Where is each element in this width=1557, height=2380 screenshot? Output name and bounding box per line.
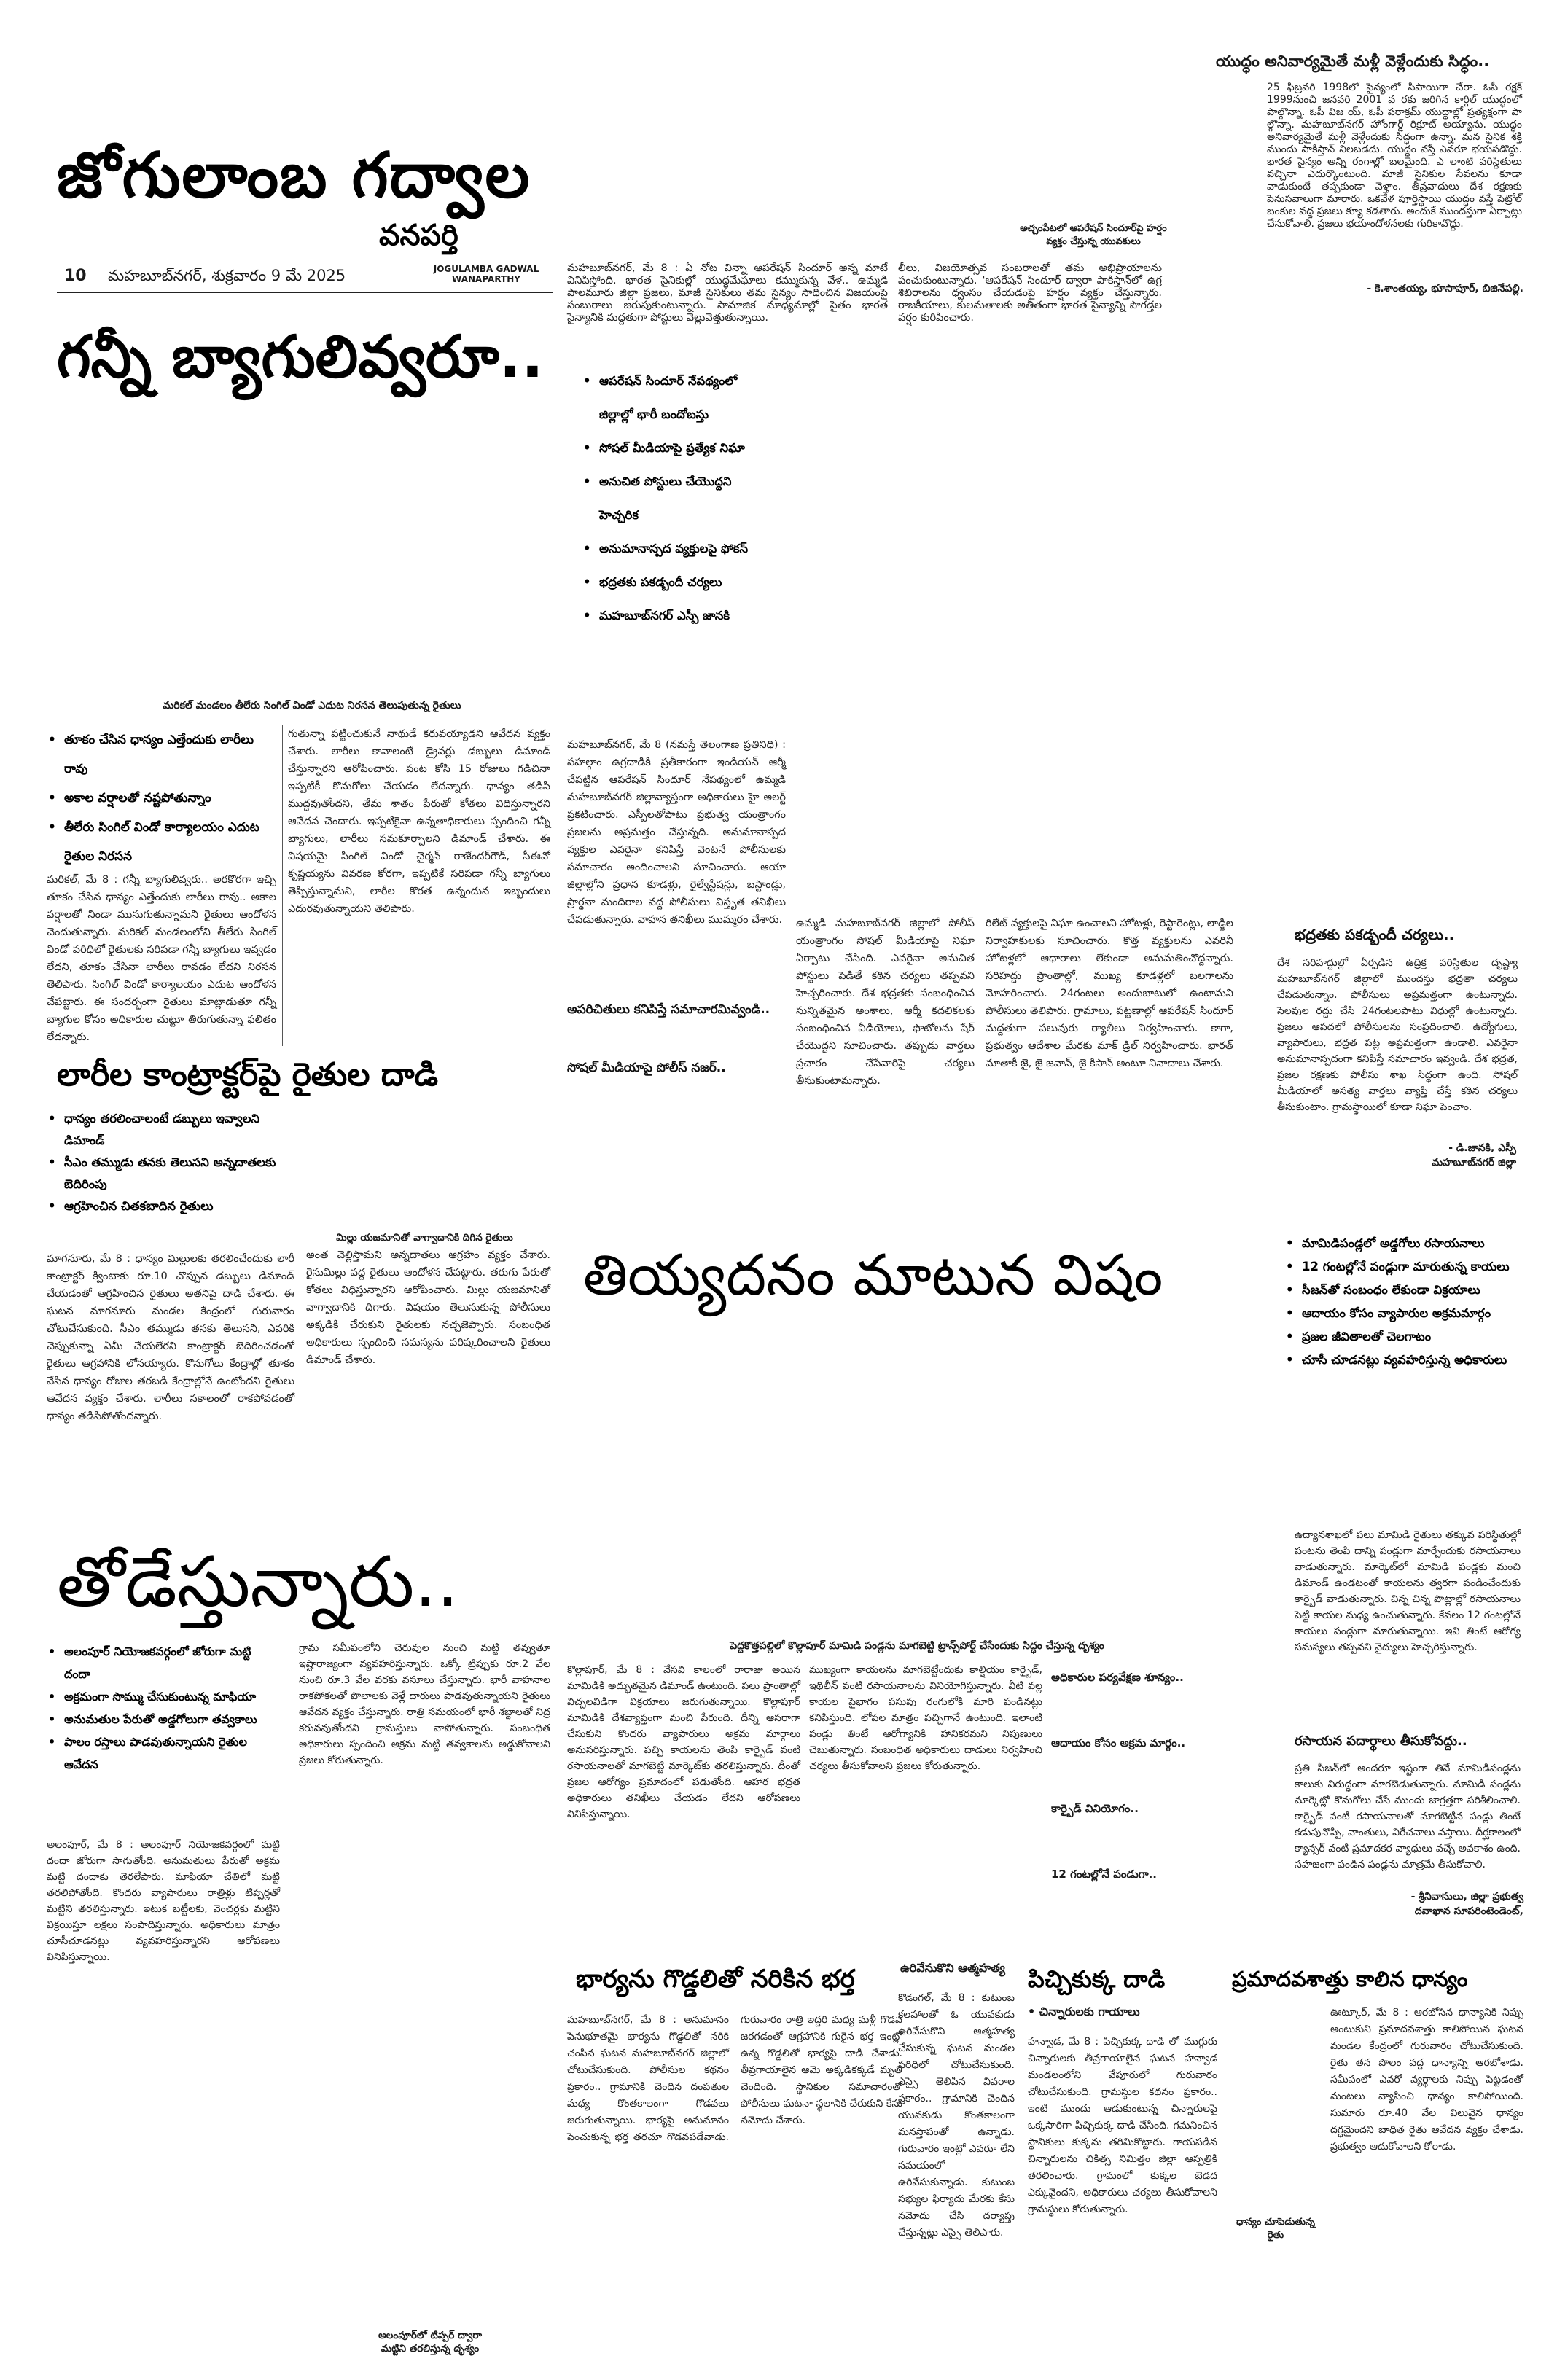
lorry-bullet: • ఆగ్రహించిన చితకబాదిన రైతులు bbox=[45, 1195, 293, 1217]
operation-subhead-2: సోషల్ మీడియాపై పోలీస్ నజర్.. bbox=[567, 1061, 726, 1075]
husband-body: మహబూబ్‌నగర్, మే 8 : అనుమానం పెనుభూతమై భార్యను గొడ్డలితో నరికి చంపిన ఘటన మహబూబ్‌నగర్ జిల్లాలో చోటుచేసుకుంది. పోలీసుల కథనం ప్రకారం.. గ్రామానికి చెందిన దంపతుల మధ్య కొంతకాలంగా గొడవలు జరుగుతున్నాయి. భార్యపై అనుమానం పెంచుకున్న భర్త తరచూ గొడవపడేవాడు. గురువారం రాత్రి ఇద్దరి మధ్య మళ్లీ గొడవ జరగడంతో ఆగ్రహానికి గురైన భర్త ఇంట్లో ఉన్న గొడ్డలితో భార్యపై దాడి చేశాడు. తీవ్రగాయాలైన ఆమె అక్కడికక్కడే మృతి చెందింది. స్థానికుల సమాచారంతో పోలీసులు ఘటనా స్థలానికి చేరుకుని కేసు నమోదు చేశారు. bbox=[567, 2014, 902, 2143]
lorry-body-a: మాగనూరు, మే 8 : ధాన్యం మిల్లులకు తరలించేందుకు లారీ కాంట్రాక్టర్ క్వింటాకు రూ.10 చొప్పున డబ్బులు డిమాండ్ చేయడంతో ఆగ్రహించిన రైతులు అతనిపై దాడి చేశారు. ఈ ఘటన మాగనూరు మండల కేంద్రంలో గురువారం చోటుచేసుకుంది. సీఎం తమ్ముడు తనకు తెలుసని, ఎవరికి చెప్పుకున్నా ఏమీ చేయలేరని కాంట్రాక్టర్ బెదిరించడంతో రైతులు ఆగ్రహానికి లోనయ్యారు. కొనుగోలు కేంద్రాల్లో తూకం వేసిన ధాన్యం రోజుల తరబడి కేంద్రాల్లోనే ఉంటోందని రైతులు ఆవేదన వ్యక్తం చేశారు. లారీలు సకాలంలో రాకపోవడంతో ధాన్యం తడిసిపోతోందన్నారు. bbox=[47, 1253, 294, 1422]
sand-headline: తోడేస్తున్నారు.. bbox=[57, 1541, 459, 1623]
dateline: మహబూబ్‌నగర్, శుక్రవారం 9 మే 2025 bbox=[108, 267, 346, 284]
operation-body-c: మహబూబ్‌నగర్, మే 8 (నమస్తే తెలంగాణ ప్రతినిధి) : పహల్గాం ఉగ్రదాడికి ప్రతీకారంగా ఇండియన్ ఆర్మీ చేపట్టిన ఆపరేషన్ సిందూర్ నేపథ్యంలో ఉమ్మడి మహబూబ్‌నగర్ జిల్లావ్యాప్తంగా అధికారులు హై అలర్ట్ ప్రకటించారు. ఎస్పీలతోపాటు ప్రభుత్వ యంత్రాంగం ప్రజలను అప్రమత్తం చేస్తున్నది. అనుమానాస్పద వ్యక్తుల ఎవరైనా కనిపిస్తే వెంటనే పోలీసులకు సమాచారం అందించాలని సూచించారు. ఆయా జిల్లాల్లోని ప్రధాన కూడళ్లు, రైల్వేస్టేషన్లు, బస్టాండ్లు, ప్రార్థనా మందిరాల వద్ద పోలీసులు విస్తృత తనిఖీలు చేపడుతున్నారు. వాహన తనిఖీలు ముమ్మరం చేశారు. bbox=[567, 739, 786, 926]
lorry-headline: లారీల కాంట్రాక్టర్‌పై రైతుల దాడి bbox=[57, 1056, 439, 1093]
sand-bullet: • అక్రమంగా సొమ్ము చేసుకుంటున్న మాఫియా bbox=[45, 1685, 278, 1708]
lorry-bullet: • సీఎం తమ్ముడు తనకు తెలుసని అన్నదాతలకు బెదిరింపు bbox=[45, 1152, 293, 1195]
sand-body-b: గ్రామ సమీపంలోని చెరువుల నుంచి మట్టి తవ్వుతూ ఇష్టారాజ్యంగా వ్యవహరిస్తున్నారు. ఒక్కో ట్రిప్పుకు రూ.2 వేల నుంచి రూ.3 వేల వరకు వసూలు చేస్తున్నారు. భారీ వాహనాల రాకపోకలతో పొలాలకు వెళ్లే దారులు పాడవుతున్నాయని రైతులు ఆవేదన వ్యక్తం చేస్తున్నారు. రాత్రి సమయంలో భారీ శబ్దాలతో నిద్ర కరువవుతోందని గ్రామస్తులు వాపోతున్నారు. సంబంధిత అధికారులు స్పందించి అక్రమ మట్టి తవ్వకాలను అడ్డుకోవాలని ప్రజలు కోరుతున్నారు. bbox=[299, 1642, 550, 1766]
security-body: దేశ సరిహద్దుల్లో ఏర్పడిన ఉద్రిక్త పరిస్థితుల దృష్ట్యా మహబూబ్‌నగర్ జిల్లాలో ముందస్తు భద్రతా చర్యలు చేపడుతున్నాం. పోలీసులు అప్రమత్తంగా ఉంటున్నారు. సెలవుల రద్దు చేసి 24గంటలపాటు విధుల్లో ఉంటున్నారు. ప్రజలు ఆపదలో పోలీసులను సంప్రదించాలి. ఉద్యోగులు, వ్యాపారులు, భద్రత పట్ల అప్రమత్తంగా ఉండాలి. ఎవరైనా అనుమానాస్పదంగా కనిపిస్తే సమాచారం ఇవ్వండి. దేశ భద్రత, ప్రజల రక్షణకు పోలీసు శాఖ సిద్ధంగా ఉంది. సోషల్ మీడియాలో అసత్య వార్తలు వ్యాప్తి చేస్తే కఠిన చర్యలు తీసుకుంటాం. గ్రామస్థాయిలో కూడా నిఘా పెంచాం. bbox=[1277, 957, 1518, 1113]
lorry-body-b: అంత చెల్లిస్తామని అన్నదాతలు ఆగ్రహం వ్యక్తం చేశారు. రైసుమిల్లు వద్ద రైతులు ఆందోళన చేపట్టారు. తరుగు పేరుతో కోతలు విధిస్తున్నారని ఆరోపించారు. మిల్లు యజమానితో వాగ్వాదానికి దిగారు. విషయం తెలుసుకున్న పోలీసులు అక్కడికి చేరుకుని రైతులకు నచ్చజెప్పారు. సంబంధిత అధికారులు స్పందించి సమస్యను పరిష్కరించాలని రైతులు డిమాండ్ చేశారు. bbox=[306, 1249, 550, 1366]
fire-body: ఊట్కూర్, మే 8 : ఆరబోసిన ధాన్యానికి నిప్పు అంటుకుని ప్రమాదవశాత్తు కాలిపోయిన ఘటన మండల కేంద్రంలో గురువారం చోటుచేసుకుంది. రైతు తన పొలం వద్ద ధాన్యాన్ని ఆరబోశాడు. సమీపంలో ఎవరో వ్యర్థాలకు నిప్పు పెట్టడంతో మంటలు వ్యాపించి ధాన్యం కాలిపోయింది. సుమారు రూ.40 వేల విలువైన ధాన్యం దగ్ధమైందని బాధిత రైతు ఆవేదన వ్యక్తం చేశాడు. ప్రభుత్వం ఆదుకోవాలని కోరాడు. bbox=[1330, 2007, 1523, 2153]
masthead-rule bbox=[57, 292, 553, 293]
poison-bullet: • ఆదాయం కోసం వ్యాపారుల అక్రమమార్గం bbox=[1283, 1302, 1523, 1325]
gunny-body-a: మరికల్, మే 8 : గన్నీ బ్యాగులివ్వరు.. అరకొరగా ఇచ్చి తూకం చేసిన ధాన్యం ఎత్తేందుకు లారీలు రావు.. అకాల వర్షాలతో నిండా మునుగుతున్నామని రైతులు ఆందోళన చెందుతున్నారు. మరికల్ మండలంలోని తీలేరు సింగిల్ విండో పరిధిలో రైతులకు సరిపడా గన్నీ బ్యాగులు ఇవ్వడం లేదని, తూకం చేసినా లారీలు రావడం లేదని నిరసన తెలిపారు. సింగిల్ విండో కార్యాలయం ఎదుట ఆందోళన చేపట్టారు. ఈ సందర్భంగా రైతులు మాట్లాడుతూ గన్నీ బ్యాగుల కోసం అధికారుల చుట్టూ తిరుగుతున్నా ఫలితం లేదన్నారు. bbox=[47, 874, 276, 1043]
dog-headline: పిచ్చికుక్క దాడి bbox=[1028, 1965, 1166, 1993]
gunny-headline: గన్నీ బ్యాగులివ్వరూ.. bbox=[57, 323, 544, 391]
operation-side-photo bbox=[765, 357, 1494, 765]
lorry-photo-caption: మిల్లు యజమానితో వాగ్వాదానికి దిగిన రైతులు bbox=[336, 1232, 513, 1244]
lorry-bullet: • ధాన్యం తరలించాలంటే డబ్బులు ఇవ్వాలని డిమాండ్ bbox=[45, 1108, 293, 1152]
operation-bullet: • అనుచిత పోస్టులు చేయొద్దని హెచ్చరిక bbox=[580, 465, 755, 532]
masthead-subtitle: వనపర్తి bbox=[379, 219, 458, 252]
fire-photo-caption: ధాన్యం చూపెడుతున్న రైతు bbox=[1236, 2217, 1316, 2241]
gunny-bullet: • తూకం చేసిన ధాన్యం ఎత్తేందుకు లారీలు రావు bbox=[45, 725, 278, 784]
security-byline: - డి.జానకి, ఎస్పీ మహబూబ్‌నగర్ జిల్లా bbox=[1432, 1142, 1516, 1168]
gunny-photo bbox=[57, 408, 567, 714]
operation-bullet: • భద్రతకు పకడ్బందీ చర్యలు bbox=[580, 566, 755, 599]
dog-bullet-text: చిన్నారులకు గాయాలు bbox=[1039, 2005, 1140, 2018]
gunny-photo-caption: మరికల్ మండలం తీలేరు సింగిల్ విండో ఎదుట నిరసన తెలుపుతున్న రైతులు bbox=[163, 700, 461, 711]
operation-bullet: • మహబూబ్‌నగర్ ఎస్పీ జానకి bbox=[580, 599, 755, 633]
operation-body-b: లీలు, విజయోత్సవ సంబరాలతో తమ అభిప్రాయాలను పంచుకుంటున్నారు. 'ఆపరేషన్ సిందూర్ ద్వారా పాకిస్తాన్‌లో ఉగ్ర శిబిరాలను ధ్వంసం చేయడంపై హర్షం వ్యక్తం చేస్తున్నారు. రాజకీయాలు, కులమతాలకు అతీతంగా భారత సైన్యాన్ని పొగడ్తల వర్షం కురిపించారు. bbox=[898, 262, 1162, 324]
poison-body-a: ఉద్యానశాఖలో పలు మామిడి రైతులు తక్కువ పరిస్థితుల్లో పంటను తెంపి దాన్ని పండ్లుగా మార్చేందుకు రసాయనాలు వాడుతున్నారు. మార్కెట్‌లో మామిడి పండ్లకు మంచి డిమాండ్ ఉండటంతో కాయలను త్వరగా పండించేందుకు కార్బైడ్ వాడుతున్నారు. చిన్న చిన్న పొట్లాల్లో రసాయనాలు పెట్టి కాయల మధ్య ఉంచుతున్నారు. కేవలం 12 గంటల్లోనే కాయలు పండ్లుగా మారుతున్నాయి. ఇవి తింటే ఆరోగ్య సమస్యలు తప్పవని వైద్యులు హెచ్చరిస్తున్నారు. bbox=[1295, 1529, 1521, 1653]
poison-subhead-1: అధికారుల పర్యవేక్షణ శూన్యం.. bbox=[1051, 1671, 1184, 1684]
top-right-byline: - కె.శాంతయ్య, భూసాపూర్, బిజినేపల్లి. bbox=[1367, 283, 1523, 294]
masthead-title: జోగులాంబ గద్వాల bbox=[57, 138, 531, 212]
sand-bullet: • అనుమతుల పేరుతో అడ్డగోలుగా తవ్వకాలు bbox=[45, 1708, 278, 1731]
edition-label: JOGULAMBA GADWAL WANAPARTHY bbox=[433, 264, 539, 284]
top-right-body: 25 ఫిబ్రవరి 1998లో సైన్యంలో సిపాయిగా చేరా. ఓపీ రక్షక్ 1999నుంచి జనవరి 2001 వ రకు జరిగిన కార్గిల్ యుద్ధంలో పాల్గొన్నా. ఓపీ విజ య్, ఓపీ పరాక్రమ్ యుద్ధాల్లో ప్రత్యక్షంగా పా ల్గొన్నా. మహబూబ్‌నగర్ హోంగార్డ్ రిక్రూట్ అయ్యాను. యుద్ధం అనివార్యమైతే మళ్లీ వెళ్లేందుకు సిద్ధంగా ఉన్నా. మన సైనిక శక్తి ముందు పాకిస్తాన్ నిలబడదు. యుద్ధం వస్తే ఎవరూ భయపడొద్దు. భారత సైన్యం అన్ని రంగాల్లో బలమైంది. ఎ లాంటి పరిస్థితులు వచ్చినా ఎదుర్కొంటుంది. మాజీ సైనికుల సేవలను కూడా వాడుకుంటే తప్పకుండా వెళ్తాం. తీవ్రవాదులు దేశ రక్షణకు పెనుసవాలుగా మారారు. ఒకవేళ పూర్తిస్థాయి యుద్ధం వస్తే పెట్రోల్ బంకుల వద్ద ప్రజలు క్యూ కడతారు. అందుకే ముందస్తుగా ఏర్పాట్లు చేసుకోవాలి. ప్రజలు భయాందోళనలకు గురికావొద్దు. bbox=[1267, 82, 1522, 230]
gunny-body-b: గుతున్నా పట్టించుకునే నాథుడే కరువయ్యాడని ఆవేదన వ్యక్తం చేశారు. లారీలు కావాలంటే డ్రైవర్లు డబ్బులు డిమాండ్ చేస్తున్నారని ఆరోపించారు. పంట కోసి 15 రోజులు గడిచినా ఇప్పటికీ కొనుగోలు చేయడం లేదన్నారు. ధాన్యం తడిసి ముద్దవుతోందని, తేమ శాతం పేరుతో కోతలు విధిస్తున్నారని ఆవేదన చెందారు. ఇప్పటికైనా ఉన్నతాధికారులు స్పందించి గన్నీ బ్యాగులు, లారీలు సమకూర్చాలని డిమాండ్ చేశారు. ఈ విషయమై సింగిల్ విండో చైర్మన్ రాజేందర్‌గౌడ్, సీఈవో కృష్ణయ్యను వివరణ కోరగా, ఇప్పటికే సరిపడా గన్నీ బ్యాగులు తెప్పిస్తున్నామని, లారీల కొరత ఉన్నందున ఇబ్బందులు ఎదురవుతున్నాయని తెలిపారు. bbox=[288, 728, 550, 915]
sand-body-a: అలంపూర్, మే 8 : అలంపూర్ నియోజకవర్గంలో మట్టి దందా జోరుగా సాగుతోంది. అనుమతులు పేరుతో అక్రమ మట్టి దందాకు తెరలేపారు. మాఫియా చేతిలో మట్టి తరలిపోతోంది. కొందరు వ్యాపారులు రాత్రిళ్లు టిప్పర్లతో మట్టిని తరలిస్తున్నారు. ఇటుక బట్టీలకు, వెంచర్లకు మట్టిని విక్రయిస్తూ లక్షలు సంపాదిస్తున్నారు. అధికారులు మాత్రం చూసీచూడనట్లు వ్యవహరిస్తున్నారని ఆరోపణలు వినిపిస్తున్నాయి. bbox=[47, 1839, 280, 1963]
sand-bullet: • పాలం రస్తాలు పాడవుతున్నాయని రైతుల ఆవేదన bbox=[45, 1731, 278, 1776]
lorry-photo bbox=[299, 1108, 550, 1228]
operation-bullet: • ఆపరేషన్ సిందూర్ నేపథ్యంలో జిల్లాల్లో భారీ బందోబస్తు bbox=[580, 364, 755, 432]
operation-photo-caption: అచ్చంపేటలో ఆపరేషన్ సిందూర్‌పై హర్షం వ్యక్తం చేస్తున్న యువకులు bbox=[1020, 223, 1167, 247]
page-number: 10 bbox=[64, 267, 87, 285]
poison-subhead-4: 12 గంటల్లోనే పండుగా.. bbox=[1051, 1868, 1157, 1881]
poison-bullet: • మామిడిపండ్లలో అడ్డగోలు రసాయనాలు bbox=[1283, 1232, 1523, 1255]
fire-photo bbox=[1232, 2005, 1319, 2209]
poison-bullet: • సీజన్‌తో సంబంధం లేకుండా విక్రయాలు bbox=[1283, 1279, 1523, 1302]
gunny-bullets bbox=[45, 725, 278, 871]
operation-bullet: • సోషల్ మీడియాపై ప్రత్యేక నిఘా bbox=[580, 432, 755, 465]
operation-body-e: రిలేట్ వ్యక్తులపై నిఘా ఉంచాలని హోటళ్లు, రెస్టారెంట్లు, లాడ్జిల నిర్వాహకులకు సూచించారు. కొత్త వ్యక్తులను ఎవరినీ హోటళ్లలో ఆధారాలు లేకుండా అనుమతించొద్దన్నారు. సరిహద్దు ప్రాంతాల్లో, ముఖ్య కూడళ్లలో బలగాలను మోహరించారు. 24గంటలు అందుబాటులో ఉంటామని పోలీసులు తెలిపారు. గ్రామాలు, పట్టణాల్లో ఆపరేషన్ సిందూర్ మద్దతుగా పలువురు ర్యాలీలు నిర్వహించారు. కాగా, ప్రభుత్వం ఆదేశాల మేరకు మాక్ డ్రిల్ నిర్వహించారు. భారత్ మాతాకీ జై, జై జవాన్, జై కిసాన్ అంటూ నినాదాలు చేశారు. bbox=[986, 918, 1233, 1069]
poison-bullet: • చూసీ చూడనట్లు వ్యవహరిస్తున్న అధికారులు bbox=[1283, 1349, 1523, 1372]
dog-bullet: • చిన్నారులకు గాయాలు bbox=[1028, 2005, 1140, 2018]
poison-headline: తియ్యదనం మాటున విషం bbox=[583, 1243, 1163, 1308]
operation-subhead-1: అపరిచితులు కనిపిస్తే సమాచారమివ్వండి.. bbox=[567, 1002, 770, 1017]
operation-bullet: • అనుమానాస్పద వ్యక్తులపై ఫోకస్ bbox=[580, 532, 755, 566]
gunny-bullet: • అకాల వర్షాలతో నష్టపోతున్నాం bbox=[45, 784, 278, 813]
sand-bullet: • అలంపూర్ నియోజకవర్గంలో జోరుగా మట్టి దందా bbox=[45, 1640, 278, 1685]
operation-photo bbox=[567, 51, 1162, 219]
poison-bullets bbox=[1283, 1232, 1523, 1372]
sand-photo bbox=[45, 2099, 555, 2340]
gunny-divider bbox=[282, 725, 283, 1046]
soldier-photo bbox=[1175, 82, 1257, 155]
poison-bullet: • ప్రజల జీవితాలతో చెలగాటం bbox=[1283, 1325, 1523, 1349]
top-right-headline: యుద్ధం అనివార్యమైతే మళ్లీ వెళ్లేందుకు సిద్ధం.. bbox=[1216, 52, 1490, 70]
poison-subhead-2: ఆదాయం కోసం అక్రమ మార్గం.. bbox=[1051, 1736, 1186, 1749]
poison-bullet: • 12 గంటల్లోనే పండ్లుగా మారుతున్న కాయలు bbox=[1283, 1255, 1523, 1279]
suicide-headline: ఉరివేసుకొని ఆత్మహత్య bbox=[900, 1961, 1005, 1975]
dog-body: హన్వాడ, మే 8 : పిచ్చికుక్క దాడి లో ముగ్గురు చిన్నారులకు తీవ్రగాయాలైన ఘటన హన్వాడ మండలంలోని వేపూరులో గురువారం చోటుచేసుకుంది. గ్రామస్థుల కథనం ప్రకారం.. ఇంటి ముందు ఆడుకుంటున్న చిన్నారులపై ఒక్కసారిగా పిచ్చికుక్క దాడి చేసింది. గమనించిన స్థానికులు కుక్కను తరిమికొట్టారు. గాయపడిన చిన్నారులను చికిత్స నిమిత్తం జిల్లా ఆస్పత్రికి తరలించారు. గ్రామంలో కుక్కల బెడద ఎక్కువైందని, అధికారులు చర్యలు తీసుకోవాలని గ్రామస్థులు కోరుతున్నారు. bbox=[1028, 2036, 1217, 2215]
security-headline: భద్రతకు పకడ్బందీ చర్యలు.. bbox=[1295, 926, 1455, 943]
poison-body-b: ప్రతి సీజన్‌లో అందరూ ఇష్టంగా తినే మామిడిపండ్లను కాలుకు విరుద్ధంగా మాగబెడుతున్నారు. మామిడి పండ్లను మార్కెట్లో కొనుగోలు చేసే ముందు జాగ్రత్తగా పరిశీలించాలి. కార్బైడ్ వంటి రసాయనాలతో మాగబెట్టిన పండ్లు తింటే కడుపునొప్పి, వాంతులు, విరేచనాలు వస్తాయి. దీర్ఘకాలంలో క్యాన్సర్ వంటి ప్రమాదకర వ్యాధులు వచ్చే అవకాశం ఉంది. సహజంగా పండిన పండ్లను మాత్రమే తీసుకోవాలి. bbox=[1295, 1763, 1521, 1870]
operation-body-d: ఉమ్మడి మహబూబ్‌నగర్ జిల్లాలో పోలీస్ యంత్రాంగం సోషల్ మీడియాపై నిఘా ఏర్పాటు చేసింది. ఎవరైనా అనుచిత పోస్టులు పెడితే కఠిన చర్యలు తప్పవని హెచ్చరించారు. దేశ భద్రతకు సంబంధించిన సున్నితమైన అంశాలు, ఆర్మీ కదలికలకు సంబంధించిన వీడియోలు, ఫొటోలను షేర్ చేయొద్దని సూచించారు. తప్పుడు వార్తలు ప్రచారం చేసేవారిపై చర్యలు తీసుకుంటామన్నారు. bbox=[796, 918, 975, 1087]
poison-body-c: కొల్లాపూర్, మే 8 : వేసవి కాలంలో రారాజు అయిన మామిడికి అద్భుతమైన డిమాండ్ ఉంటుంది. పలు ప్రాంతాల్లో విచ్చలవిడిగా విక్రయాలు జరుగుతున్నాయి. కొల్లాపూర్ మామిడికి దేశవ్యాప్తంగా మంచి పేరుంది. దీన్ని ఆసరాగా చేసుకుని కొందరు వ్యాపారులు అక్రమ మార్గాలు అనుసరిస్తున్నారు. పచ్చి కాయలను తెంపి కార్బైడ్ వంటి రసాయనాలతో మాగబెట్టి మార్కెట్‌కు తరలిస్తున్నారు. దీంతో ప్రజల ఆరోగ్యం ప్రమాదంలో పడుతోంది. ఆహార భద్రత అధికారులు తనిఖీలు చేయడం లేదని ఆరోపణలు వినిపిస్తున్నాయి. bbox=[567, 1664, 800, 1820]
fire-headline: ప్రమాదవశాత్తు కాలిన ధాన్యం bbox=[1232, 1967, 1468, 1991]
suicide-body: కొడంగల్, మే 8 : కుటుంబ కలహాలతో ఓ యువకుడు ఉరివేసుకొని ఆత్మహత్య చేసుకున్న ఘటన మండల పరిధిలో చోటుచేసుకుంది. ఎస్సై తెలిపిన వివరాల ప్రకారం.. గ్రామానికి చెందిన యువకుడు కొంతకాలంగా మనస్తాపంతో ఉన్నాడు. గురువారం ఇంట్లో ఎవరూ లేని సమయంలో ఉరివేసుకున్నాడు. కుటుంబ సభ్యుల ఫిర్యాదు మేరకు కేసు నమోదు చేసి దర్యాప్తు చేస్తున్నట్లు ఎస్సై తెలిపారు. bbox=[898, 1992, 1015, 2239]
poison-subhead: రసాయన పదార్థాలు తీసుకోవద్దు.. bbox=[1295, 1733, 1467, 1749]
husband-headline: భార్యను గొడ్డలితో నరికిన భర్త bbox=[576, 1965, 855, 1994]
poison-photo-caption: పెద్దకొత్తపల్లిలో కొల్లాపూర్ మామిడి పండ్లను మాగబెట్టి ట్రాన్స్‌పోర్ట్ చేసేందుకు సిద్ధం చేస్తున్న దృశ్యం bbox=[730, 1640, 1104, 1652]
operation-body-a: మహబూబ్‌నగర్, మే 8 : ఏ నోట విన్నా ఆపరేషన్ సిందూర్ అన్న మాటే వినిపిస్తోంది. భారత సైనికుల్లో యుద్ధమేఘాలు కమ్ముకున్న వేళ.. ఉమ్మడి పాలమూరు జిల్లా ప్రజలు, మాజీ సైనికులు తమ సైన్యం సాధించిన విజయంపై సంబురాలు జరుపుకుంటున్నారు. సామాజిక మాధ్యమాల్లో సైతం భారత సైన్యానికి మద్దతుగా పోస్టులు వెల్లువెత్తుతున్నాయి. bbox=[567, 262, 888, 324]
sand-photo-caption: అలంపూర్‌లో టిప్పర్ ద్వారా మట్టిని తరలిస్తున్న దృశ్యం bbox=[378, 2330, 482, 2354]
operation-bullets bbox=[580, 364, 755, 633]
sand-bullets bbox=[45, 1640, 278, 1776]
poison-subhead-3: కార్బైడ్ వినియోగం.. bbox=[1051, 1802, 1139, 1815]
poison-body-d: ముఖ్యంగా కాయలను మాగబెట్టేందుకు కాల్షియం కార్బైడ్, ఇథిలీన్ వంటి రసాయనాలను వినియోగిస్తున్నారు. వీటి వల్ల కాయల పైభాగం పసుపు రంగులోకి మారి పండినట్లు కనిపిస్తుంది. లోపల మాత్రం పచ్చిగానే ఉంటుంది. ఇలాంటి పండ్లు తింటే ఆరోగ్యానికి హానికరమని నిపుణులు చెబుతున్నారు. సంబంధిత అధికారులు దాడులు నిర్వహించి చర్యలు తీసుకోవాలని ప్రజలు కోరుతున్నారు. bbox=[809, 1664, 1042, 1772]
lorry-bullets bbox=[45, 1108, 293, 1217]
poison-byline: - శ్రీనివాసులు, జిల్లా ప్రభుత్వ దవాఖాన సూపరింటెండెంట్, bbox=[1410, 1891, 1523, 1917]
gunny-bullet: • తీలేరు సింగిల్ విండో కార్యాలయం ఎదుట రైతుల నిరసన bbox=[45, 813, 278, 871]
poison-photo bbox=[567, 1327, 1267, 1636]
